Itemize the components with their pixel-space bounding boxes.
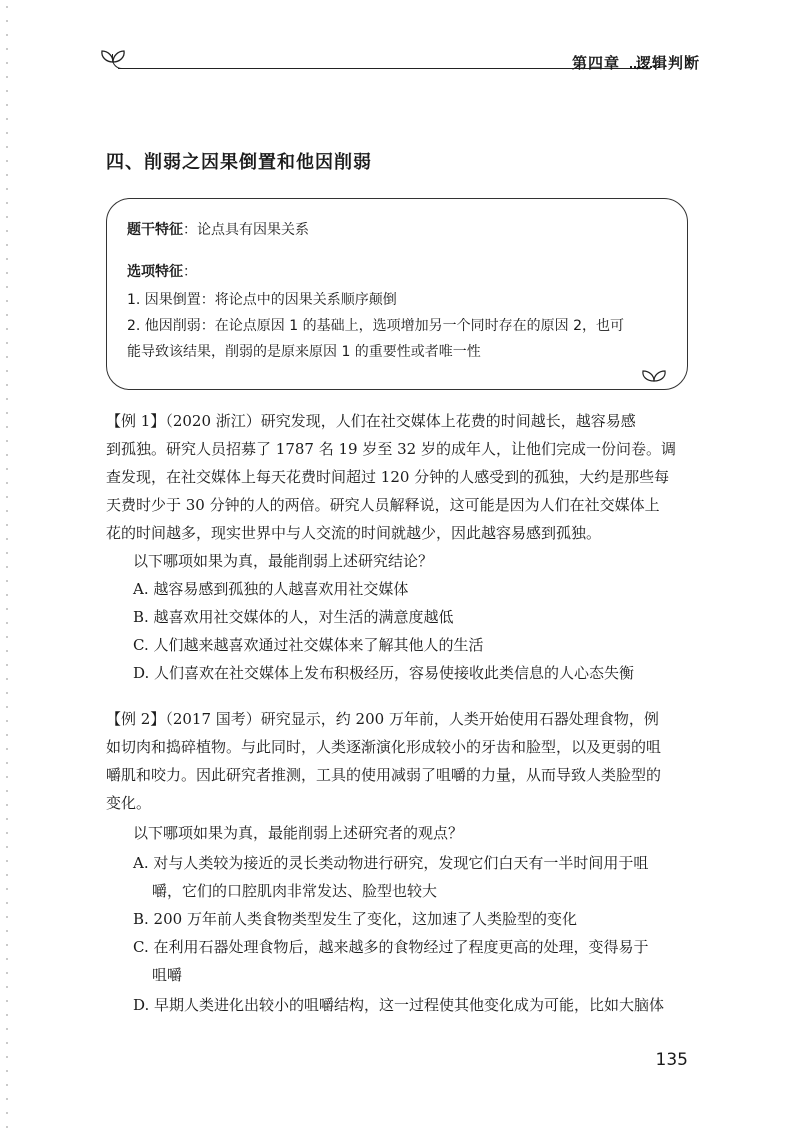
example-2-text-line: 如切肉和捣碎植物。与此同时，人类逐渐演化形成较小的牙齿和脸型，以及更弱的咀 <box>106 738 662 756</box>
example-2-option-a-line-1: A. 对与人类较为接近的灵长类动物进行研究，发现它们白天有一半时间用于咀 <box>133 854 649 872</box>
leaf-ornament-icon <box>641 369 667 383</box>
example-1-option-a: A. 越容易感到孤独的人越喜欢用社交媒体 <box>133 580 409 598</box>
example-2-text-line: 研究显示，约 200 万年前，人类开始使用石器处理食物，例 <box>260 710 659 728</box>
header-rule <box>118 68 643 69</box>
scan-edge-marks <box>6 0 8 1133</box>
example-1-source: （2020 浙江） <box>165 412 261 430</box>
example-1-option-b: B. 越喜欢用社交媒体的人，对生活的满意度越低 <box>133 608 454 626</box>
example-1-text-line: 花的时间越多，现实世界中与人交流的时间就越少，因此越容易感到孤独。 <box>106 524 602 542</box>
chapter-title: 第四章 逻辑判断 <box>571 54 700 72</box>
example-2-option-b: B. 200 万年前人类食物类型发生了变化，这加速了人类脸型的变化 <box>133 910 577 928</box>
page-number: 135 <box>655 1050 688 1070</box>
example-1-option-c: C. 人们越来越喜欢通过社交媒体来了解其他人的生活 <box>133 636 484 654</box>
example-2-source: （2017 国考） <box>165 710 261 728</box>
section-heading: 四、削弱之因果倒置和他因削弱 <box>106 152 372 173</box>
example-1-question: 以下哪项如果为真，最能削弱上述研究结论？ <box>133 552 434 570</box>
example-1-text-line: 到孤独。研究人员招募了 1787 名 19 岁至 32 岁的成年人，让他们完成一份问卷。调 <box>106 440 676 458</box>
example-1-option-d: D. 人们喜欢在社交媒体上发布积极经历，容易使接收此类信息的人心态失衡 <box>133 664 635 682</box>
feature-item-1: 1. 因果倒置：将论点中的因果关系顺序颠倒 <box>127 292 397 308</box>
example-2-text-line: 嚼肌和咬力。因此研究者推测，工具的使用减弱了咀嚼的力量，从而导致人类脸型的 <box>106 766 662 784</box>
stem-feature-label: 题干特征 <box>127 222 183 238</box>
example-2-option-c-line-2: 咀嚼 <box>152 966 183 984</box>
example-1-tag: 【例 1】 <box>106 412 166 430</box>
feature-item-2-line-1: 2. 他因削弱：在论点原因 1 的基础上，选项增加另一个同时存在的原因 2，也可 <box>127 318 624 334</box>
header-curve <box>112 54 125 69</box>
example-1-first-line <box>106 410 636 431</box>
options-feature-colon: ： <box>183 264 197 280</box>
options-feature-label: 选项特征 <box>127 264 183 280</box>
example-2-first-line <box>106 708 659 729</box>
example-1-text-line: 查发现，在社交媒体上每天花费时间超过 120 分钟的人感受到的孤独，大约是那些每 <box>106 468 670 486</box>
feature-item-2-line-2: 能导致该结果，削弱的是原来原因 1 的重要性或者唯一性 <box>127 344 481 360</box>
example-2-option-a-line-2: 嚼，它们的口腔肌肉非常发达、脸型也较大 <box>152 882 438 900</box>
example-2-question: 以下哪项如果为真，最能削弱上述研究者的观点？ <box>133 824 464 842</box>
example-1-text-line: 天费时少于 30 分钟的人的两倍。研究人员解释说，这可能是因为人们在社交媒体上 <box>106 496 660 514</box>
example-2-option-c-line-1: C. 在利用石器处理食物后，越来越多的食物经过了程度更高的处理，变得易于 <box>133 938 649 956</box>
example-2-tag: 【例 2】 <box>106 710 166 728</box>
stem-feature-row <box>127 219 309 239</box>
feature-box <box>106 198 688 390</box>
example-2-option-d: D. 早期人类进化出较小的咀嚼结构，这一过程使其他变化成为可能，比如大脑体 <box>133 996 665 1014</box>
example-1-text-line: 研究发现，人们在社交媒体上花费的时间越长，越容易感 <box>260 412 636 430</box>
stem-feature-text: ：论点具有因果关系 <box>183 222 309 238</box>
options-feature-row <box>127 261 197 281</box>
running-header <box>100 44 700 84</box>
example-2-text-line: 变化。 <box>106 794 152 812</box>
